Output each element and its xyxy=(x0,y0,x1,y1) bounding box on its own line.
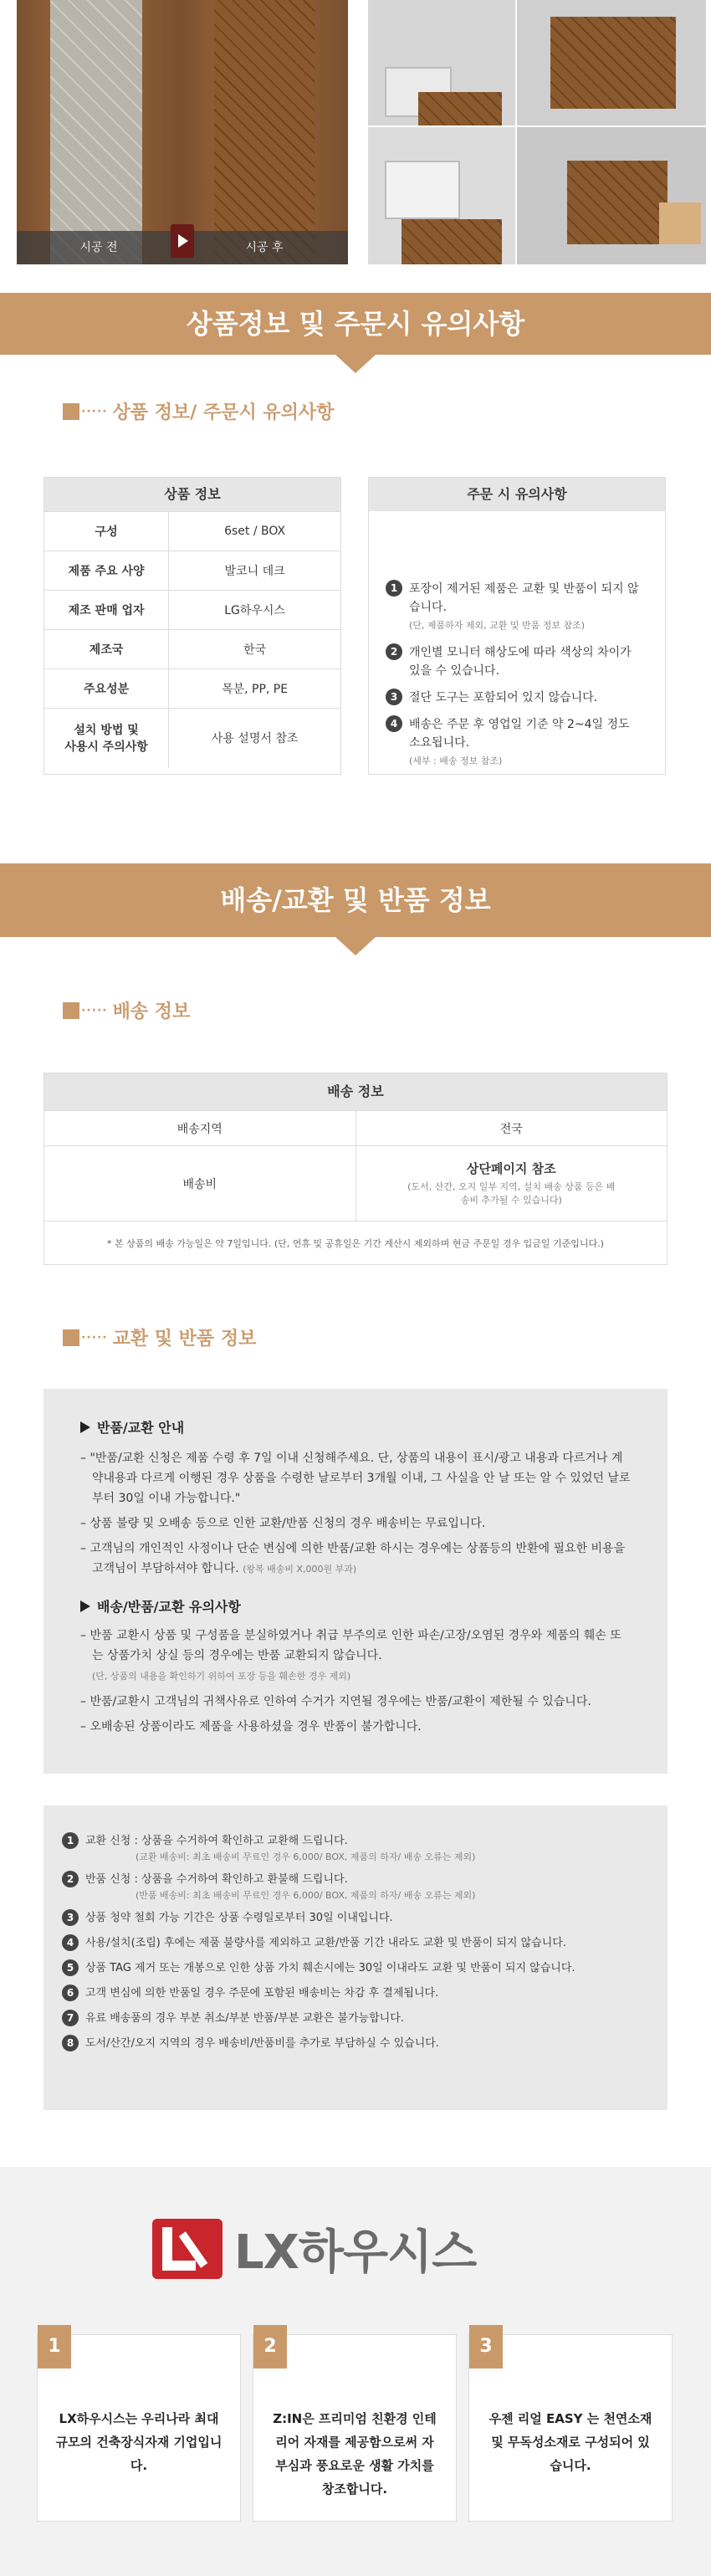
order-notes-list xyxy=(369,511,665,771)
shipping-footnote: * 본 상품의 배송 가능일은 약 7일입니다. (단, 연휴 및 공휴일은 기간 계산시 제외하며 현금 주문일 경우 입금일 기준입니다.) xyxy=(44,1221,667,1265)
numbered-item xyxy=(62,1984,642,2003)
order-notes-box xyxy=(368,477,666,775)
number-badge-icon: 4 xyxy=(386,715,402,732)
shipping-fee-value: 상단페이지 참조 xyxy=(466,1161,556,1176)
numbered-item-body xyxy=(85,1934,566,1953)
feature-text: LX하우시스는 우리나라 최대 규모의 건축장식자재 기업입니다. xyxy=(55,2411,223,2473)
product-info-row xyxy=(44,591,340,630)
numbered-item-text: 배송은 주문 후 영업일 기준 약 2~4일 정도 소요됩니다. xyxy=(409,718,630,750)
numbered-item-text: 교환 신청 : 상품을 수거하여 확인하고 교환해 드립니다. xyxy=(85,1835,348,1847)
numbered-item-text: 고객 변심에 의한 반품일 경우 주문에 포함된 배송비는 차감 후 결제됩니다. xyxy=(85,1987,439,2000)
exchange-guide-box xyxy=(43,1389,668,1774)
shipping-row-footnote xyxy=(44,1221,667,1265)
triangle-icon xyxy=(80,1600,90,1612)
product-info-key: 제조 판매 업자 xyxy=(44,591,169,630)
numbered-item xyxy=(62,1871,642,1903)
feature-number: 1 xyxy=(38,2325,71,2369)
numbered-item-text: 유료 배송품의 경우 부분 취소/부분 반품/부분 교환은 불가능합니다. xyxy=(85,2012,404,2025)
number-badge-icon: 4 xyxy=(62,1934,79,1951)
exchange-guide-item-text: – 고객님의 개인적인 사정이나 단순 변심에 의한 반품/교환 하시는 경우에는 상품등의 반환에 필요한 비용을 고객님이 부담하셔야 합니다. xyxy=(80,1542,626,1575)
brand-feature-card xyxy=(37,2334,241,2522)
feature-text: Z:IN은 프리미엄 친환경 인테리어 자재를 제공함으로써 자부심과 풍요로운 생활 가치를 창조합니다. xyxy=(273,2411,437,2497)
product-info-row xyxy=(44,630,340,669)
shipping-row-area xyxy=(44,1111,667,1146)
banner-title: 상품정보 및 주문시 유의사항 xyxy=(186,308,525,340)
numbered-item-body xyxy=(85,2035,439,2053)
exchange-guide-item: – 상품 불량 및 오배송 등으로 인한 교환/반품 신청의 경우 배송비는 무료입니다. xyxy=(80,1517,486,1530)
section-title-text: 배송 정보 xyxy=(112,1001,191,1022)
section-title-exchange xyxy=(63,1324,256,1350)
order-notes-heading: 주문 시 유의사항 xyxy=(369,478,665,511)
exchange-notes-item: – 반품/교환시 고객님의 귀책사유로 인하여 수거가 지연될 경우에는 반품/교환이 제한될 수 있습니다. xyxy=(80,1695,591,1708)
shipping-area-value: 전국 xyxy=(356,1111,667,1146)
square-icon xyxy=(63,403,79,420)
dots-icon: ····· xyxy=(81,404,108,418)
shipping-heading: 배송 정보 xyxy=(44,1073,667,1110)
numbered-item-body xyxy=(409,643,640,680)
numbered-item xyxy=(62,1909,642,1928)
banner-tip xyxy=(335,937,376,955)
feature-number: 2 xyxy=(253,2325,287,2369)
arrow-icon xyxy=(171,224,194,258)
numbered-item-text: 상품 청약 철회 가능 기간은 상품 수령일로부터 30일 이내입니다. xyxy=(85,1912,393,1924)
number-badge-icon: 8 xyxy=(62,2035,79,2051)
after-photo xyxy=(181,0,348,264)
number-badge-icon: 3 xyxy=(386,689,402,705)
banner-shipping xyxy=(0,863,711,937)
number-badge-icon: 5 xyxy=(62,1959,79,1976)
number-badge-icon: 7 xyxy=(62,2010,79,2026)
numbered-item-body xyxy=(85,1984,438,2003)
numbered-item-body xyxy=(85,2010,404,2028)
numbered-item-text: 상품 TAG 제거 또는 개봉으로 인한 상품 가치 훼손시에는 30일 이내라도 교환 및 반품이 되지 않습니다. xyxy=(85,1962,575,1974)
product-info-key: 주요성분 xyxy=(44,669,169,709)
numbered-item-text: 포장이 제거된 제품은 교환 및 반품이 되지 않습니다. xyxy=(409,582,639,614)
numbered-item xyxy=(62,1832,642,1864)
numbered-item-note: (세부 : 배송 정보 참조) xyxy=(409,755,503,766)
numbered-item xyxy=(386,643,640,680)
numbered-item-body xyxy=(85,1959,575,1978)
numbered-item xyxy=(386,580,640,635)
bathroom-photo-2 xyxy=(517,0,706,125)
shipping-area-label: 배송지역 xyxy=(44,1111,356,1146)
exchange-guide-heading-text: 반품/교환 안내 xyxy=(97,1420,185,1436)
product-info-box xyxy=(43,477,341,775)
number-badge-icon: 6 xyxy=(62,1984,79,2001)
before-caption: 시공 전 xyxy=(17,231,181,264)
lx-logo-text: LX하우시스 xyxy=(234,2225,477,2280)
shipping-table xyxy=(44,1110,667,1265)
numbered-item-text: 도서/산간/오지 지역의 경우 배송비/반품비를 추가로 부담하실 수 있습니다. xyxy=(85,2037,439,2050)
square-icon xyxy=(63,1329,79,1346)
product-info-value: 6set / BOX xyxy=(169,512,340,551)
after-caption: 시공 후 xyxy=(181,231,348,264)
number-badge-icon: 2 xyxy=(62,1871,79,1887)
bathroom-photo-4 xyxy=(517,127,706,264)
brand-logo xyxy=(152,2215,476,2282)
dots-icon: ····· xyxy=(81,1330,108,1344)
numbered-item-text: 절단 도구는 포함되어 있지 않습니다. xyxy=(409,691,598,704)
numbered-item-body xyxy=(85,1832,475,1864)
exchange-guide-list xyxy=(80,1448,631,1580)
numbered-item-body xyxy=(409,715,640,771)
shipping-row-fee xyxy=(44,1146,667,1221)
banner-title: 배송/교환 및 반품 정보 xyxy=(220,884,491,916)
numbered-item-text: 반품 신청 : 상품을 수거하여 확인하고 환불해 드립니다. xyxy=(85,1873,348,1886)
exchange-guide-item: – "반품/교환 신청은 제품 수령 후 7일 이내 신청해주세요. 단, 상품의 내용이 표시/광고 내용과 다르거나 계약내용과 다르게 이행된 경우 상품을 수령한 날로부터 3개월 이내, 그 사실을 안 날 또는 알 수 있었던 날로부터 30일 이내 가능합니다." xyxy=(80,1452,631,1505)
exchange-notes-heading xyxy=(80,1596,631,1616)
banner-tip xyxy=(335,355,376,373)
brand-feature-card xyxy=(468,2334,673,2522)
number-badge-icon: 2 xyxy=(386,643,402,660)
exchange-notes-item xyxy=(80,1626,631,1687)
numbered-item-note: (교환 배송비: 최초 배송비 무료인 경우 6,000/ BOX, 제품의 하자/ 배송 오류는 제외) xyxy=(136,1851,476,1862)
section-title-text: 상품 정보/ 주문시 유의사항 xyxy=(112,402,335,423)
exchange-notes-list xyxy=(80,1626,631,1737)
product-info-key: 제품 주요 사양 xyxy=(44,551,169,591)
product-info-key: 설치 방법 및 사용시 주의사항 xyxy=(44,709,169,768)
exchange-guide-item-note: (왕복 배송비 X,000원 부과) xyxy=(243,1564,357,1575)
shipping-box xyxy=(43,1073,668,1265)
shipping-fee-cell xyxy=(356,1146,667,1221)
feature-number: 3 xyxy=(469,2325,503,2369)
exchange-notes-item: – 오배송된 상품이라도 제품을 사용하셨을 경우 반품이 불가합니다. xyxy=(80,1720,422,1734)
numbered-item-note: (반품 배송비: 최초 배송비 무료인 경우 6,000/ BOX, 제품의 하자/ 배송 오류는 제외) xyxy=(136,1890,476,1901)
numbered-item-body xyxy=(85,1909,393,1928)
feature-text: 우젠 리얼 EASY 는 천연소재 및 무독성소재로 구성되어 있습니다. xyxy=(488,2411,652,2473)
square-icon xyxy=(63,1002,79,1019)
shipping-fee-label: 배송비 xyxy=(44,1146,356,1221)
numbered-item xyxy=(386,689,640,707)
numbered-item xyxy=(62,2010,642,2028)
process-list xyxy=(62,1832,642,2053)
triangle-icon xyxy=(80,1421,90,1433)
numbered-item-note: (단, 제품하자 제외, 교환 및 반품 정보 참조) xyxy=(409,620,586,631)
product-info-heading: 상품 정보 xyxy=(44,478,340,511)
numbered-item xyxy=(62,1934,642,1953)
number-badge-icon: 1 xyxy=(386,580,402,597)
bathroom-photo-1 xyxy=(368,0,515,125)
brand-feature-card xyxy=(253,2334,457,2522)
section-title-product xyxy=(63,398,334,424)
numbered-item-body xyxy=(409,580,640,635)
product-info-value: 한국 xyxy=(169,630,340,669)
section-title-text: 교환 및 반품 정보 xyxy=(112,1329,257,1349)
exchange-notes-item-text: – 반품 교환시 상품 및 구성품을 분실하였거나 취급 부주의로 인한 파손/고장/오염된 경우와 제품의 훼손 또는 상품가치 상실 등의 경우에는 반품 교환되지 않습니다. xyxy=(80,1629,621,1662)
lx-logo-mark xyxy=(152,2219,223,2279)
before-photo xyxy=(17,0,181,264)
product-info-table xyxy=(44,511,340,768)
numbered-item xyxy=(386,715,640,771)
dots-icon: ····· xyxy=(81,1003,108,1017)
shipping-fee-note: (도서, 산간, 오지 일부 지역, 설치 배송 상품 등은 배송비 추가될 수 있습니다) xyxy=(407,1181,616,1206)
product-info-row xyxy=(44,669,340,709)
product-info-row xyxy=(44,512,340,551)
process-box xyxy=(43,1805,668,2110)
number-badge-icon: 3 xyxy=(62,1909,79,1926)
numbered-item-text: 사용/설치(조립) 후에는 제품 불량사를 제외하고 교환/반품 기간 내라도 교환 및 반품이 되지 않습니다. xyxy=(85,1937,566,1949)
product-info-value: 목분, PP, PE xyxy=(169,669,340,709)
bathroom-photo-3 xyxy=(368,127,515,264)
numbered-item xyxy=(62,2035,642,2053)
exchange-notes-heading-text: 배송/반품/교환 유의사항 xyxy=(97,1599,241,1615)
section-title-shipping xyxy=(63,997,190,1023)
banner-product-info xyxy=(0,293,711,355)
numbered-item-body xyxy=(409,689,597,707)
product-info-key: 구성 xyxy=(44,512,169,551)
product-info-row xyxy=(44,551,340,591)
product-info-value: LG하우시스 xyxy=(169,591,340,630)
product-info-key: 제조국 xyxy=(44,630,169,669)
product-info-value: 발코니 데크 xyxy=(169,551,340,591)
exchange-guide-heading xyxy=(80,1417,631,1437)
exchange-guide-item xyxy=(80,1539,631,1580)
exchange-notes-item-note: (단, 상품의 내용을 확인하기 위하여 포장 등을 훼손한 경우 제외) xyxy=(92,1671,351,1682)
product-info-row xyxy=(44,709,340,768)
numbered-item-body xyxy=(85,1871,475,1903)
numbered-item-text: 개인별 모니터 해상도에 따라 색상의 차이가 있을 수 있습니다. xyxy=(409,646,632,678)
product-info-value: 사용 설명서 참조 xyxy=(169,709,340,768)
numbered-item xyxy=(62,1959,642,1978)
number-badge-icon: 1 xyxy=(62,1832,79,1849)
